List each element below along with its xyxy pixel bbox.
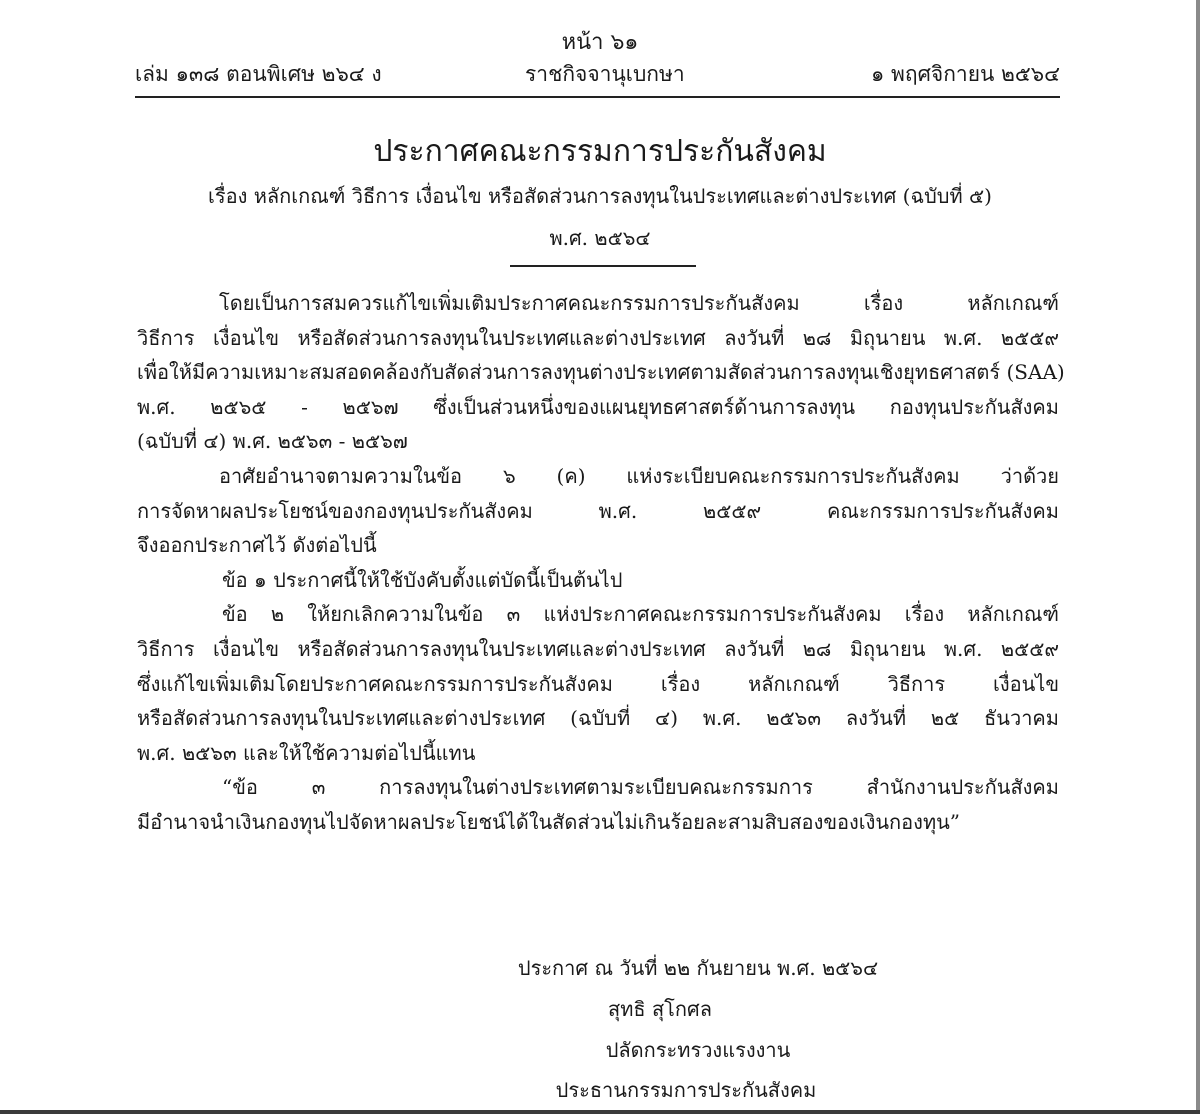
authority-line: การจัดหาผลประโยชน์ของกองทุนประกันสังคม พ.ศ. ๒๕๕๙ คณะกรรมการประกันสังคม bbox=[137, 498, 1059, 523]
clause-2-line: วิธีการ เงื่อนไข หรือสัดส่วนการลงทุนในประเทศและต่างประเทศ ลงวันที่ ๒๘ มิถุนายน พ.ศ. ๒๕๕๙ bbox=[137, 636, 1059, 661]
clause-1 bbox=[137, 563, 1059, 598]
authority-line: อาศัยอำนาจตามความในข้อ ๖ (ค) แห่งระเบียบคณะกรรมการประกันสังคม ว่าด้วย bbox=[219, 463, 1059, 488]
clause-2-line: ซึ่งแก้ไขเพิ่มเติมโดยประกาศคณะกรรมการประกันสังคม เรื่อง หลักเกณฑ์ วิธีการ เงื่อนไข bbox=[137, 671, 1059, 696]
quoted-clause-line: มีอำนาจนำเงินกองทุนไปจัดหาผลประโยชน์ได้ในสัดส่วนไม่เกินร้อยละสามสิบสองของเงินกองทุน” bbox=[137, 809, 961, 834]
gazette-header bbox=[135, 58, 1060, 90]
clause-2-line: ข้อ ๒ ให้ยกเลิกความในข้อ ๓ แห่งประกาศคณะกรรมการประกันสังคม เรื่อง หลักเกณฑ์ bbox=[222, 602, 1059, 627]
page-edge-bottom bbox=[0, 1110, 1200, 1114]
document-title: ประกาศคณะกรรมการประกันสังคม bbox=[373, 134, 827, 169]
preamble-line: พ.ศ. ๒๕๖๕ - ๒๕๖๗ ซึ่งเป็นส่วนหนึ่งของแผนยุทธศาสตร์ด้านการลงทุน กองทุนประกันสังคม bbox=[137, 394, 1059, 419]
clause-2-line: พ.ศ. ๒๕๖๓ และให้ใช้ความต่อไปนี้แทน bbox=[137, 740, 476, 765]
preamble-line: วิธีการ เงื่อนไข หรือสัดส่วนการลงทุนในประเทศและต่างประเทศ ลงวันที่ ๒๘ มิถุนายน พ.ศ. ๒๕๕๙ bbox=[137, 325, 1059, 350]
clause-2 bbox=[137, 597, 1059, 770]
document-body bbox=[137, 286, 1065, 840]
announcement-date: ประกาศ ณ วันที่ ๒๒ กันยายน พ.ศ. ๒๕๖๔ bbox=[517, 956, 879, 980]
quoted-clause-line: “ข้อ ๓ การลงทุนในต่างประเทศตามระเบียบคณะกรรมการ สำนักงานประกันสังคม bbox=[222, 775, 1059, 800]
preamble-line: เพื่อให้มีความเหมาะสมสอดคล้องกับสัดส่วนการลงทุนต่างประเทศตามสัดส่วนการลงทุนเชิงยุทธศาสตร์ (SAA) bbox=[137, 360, 1065, 385]
header-divider bbox=[135, 96, 1060, 98]
volume-issue: เล่ม ๑๓๘ ตอนพิเศษ ๒๖๔ ง bbox=[135, 62, 382, 86]
preamble-paragraph bbox=[137, 286, 1065, 459]
page-number: หน้า ๖๑ bbox=[561, 30, 639, 55]
page-edge-right bbox=[1196, 0, 1200, 1114]
document-subject: เรื่อง หลักเกณฑ์ วิธีการ เงื่อนไข หรือสัดส่วนการลงทุนในประเทศและต่างประเทศ (ฉบับที่ ๕) bbox=[208, 184, 992, 208]
quoted-clause-3 bbox=[137, 770, 1059, 839]
document-year: พ.ศ. ๒๕๖๔ bbox=[549, 226, 651, 250]
clause-2-line: หรือสัดส่วนการลงทุนในประเทศและต่างประเทศ (ฉบับที่ ๔) พ.ศ. ๒๕๖๓ ลงวันที่ ๒๕ ธันวาคม bbox=[137, 706, 1059, 731]
authority-paragraph bbox=[137, 459, 1059, 563]
signatory-position: ปลัดกระทรวงแรงงาน bbox=[605, 1038, 791, 1062]
authority-line: จึงออกประกาศไว้ ดังต่อไปนี้ bbox=[137, 533, 377, 558]
clause-1-line: ข้อ ๑ ประกาศนี้ให้ใช้บังคับตั้งแต่บัดนี้เป็นต้นไป bbox=[222, 567, 623, 592]
signatory-name: สุทธิ สุโกศล bbox=[608, 997, 712, 1021]
title-divider bbox=[510, 265, 696, 267]
publication-date: ๑ พฤศจิกายน ๒๕๖๔ bbox=[871, 62, 1060, 86]
signatory-chair-position: ประธานกรรมการประกันสังคม bbox=[555, 1078, 817, 1102]
preamble-line: (ฉบับที่ ๔) พ.ศ. ๒๕๖๓ - ๒๕๖๗ bbox=[137, 429, 408, 454]
preamble-line: โดยเป็นการสมควรแก้ไขเพิ่มเติมประกาศคณะกรรมการประกันสังคม เรื่อง หลักเกณฑ์ bbox=[219, 291, 1059, 315]
gazette-name: ราชกิจจานุเบกษา bbox=[525, 62, 685, 86]
